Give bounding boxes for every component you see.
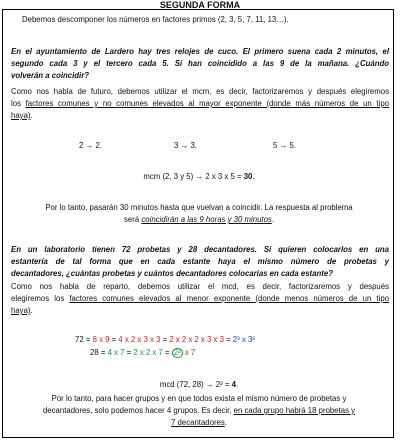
conclusion1-dot: . bbox=[271, 215, 274, 224]
conclusion2-answer-end: 7 decantadores bbox=[171, 418, 225, 427]
conclusion2-line1: Por lo tanto, para hacer grupos y en que todos exista el mismo número de probetas y bbox=[51, 394, 347, 403]
factorization-28 bbox=[90, 347, 195, 358]
explanation2-line3 bbox=[11, 305, 33, 316]
eq72-eq3: = bbox=[223, 335, 233, 344]
eq28-step1: 4 x 7 bbox=[107, 348, 125, 357]
explanation1-dot: . bbox=[30, 111, 33, 120]
conclusion2-line3 bbox=[3, 417, 395, 428]
explanation1-rule-end: haya) bbox=[11, 111, 31, 120]
explanation2-dot: . bbox=[30, 306, 33, 315]
conclusion1-line1: Por lo tanto, pasarán 30 minutos hasta que vuelvan a coincidir. La respuesta al problema bbox=[45, 203, 353, 212]
explanation1-lead: los bbox=[11, 99, 26, 108]
problem1-line2: segundo cada 3 y el tercero cada 5. Si han coincidido a las 9 de la mañana. ¿Cuándo bbox=[11, 59, 389, 68]
conclusion2-dot: . bbox=[224, 418, 227, 427]
eq28-common-factor: 2² bbox=[173, 348, 181, 357]
explanation1-line3 bbox=[11, 110, 33, 121]
eq72-eq2: = bbox=[160, 335, 170, 344]
explanation2-rule-end: haya) bbox=[11, 306, 31, 315]
problem1-line3: volverán a coincidir? bbox=[11, 71, 89, 80]
explanation1-rule: factores comunes y no comunes elevados al mayor exponente (donde más números de un tipo bbox=[25, 99, 389, 108]
factor-3: 3 → 3. bbox=[174, 141, 197, 150]
conclusion2-answer: en cada grupo habrá 18 probetas y bbox=[233, 406, 356, 415]
explanation2-rule: factores comunes elevados al menor exponente (donde menos números de un tipo bbox=[69, 294, 390, 303]
mcm-result bbox=[3, 171, 395, 182]
eq28-eq2: = bbox=[162, 348, 172, 357]
problem2-line2: estantería de tal forma que en cada estante haya el mismo número de probetas y bbox=[11, 257, 389, 266]
eq28-eq1: = bbox=[124, 348, 134, 357]
mcd-result bbox=[3, 379, 395, 390]
factor-2: 2 → 2. bbox=[79, 141, 102, 150]
mcm-expression: mcm (2, 3 y 5) → 2 x 3 x 5 = bbox=[143, 172, 244, 181]
conclusion2-line2 bbox=[3, 405, 395, 416]
eq72-step3: 2 x 2 x 2 x 3 x 3 bbox=[169, 335, 224, 344]
eq72-step2: 4 x 2 x 3 x 3 bbox=[118, 335, 161, 344]
mcm-value: 30 bbox=[243, 172, 253, 181]
mcd-dot: . bbox=[235, 380, 239, 389]
factorization-72 bbox=[75, 334, 255, 345]
conclusion1-line2 bbox=[3, 214, 395, 225]
eq72-step1: 8 x 9 bbox=[92, 335, 110, 344]
page-title: SEGUNDA FORMA bbox=[159, 0, 241, 10]
intro-text: Debemos descomponer los números en factores primos (2, 3, 5, 7, 11, 13…). bbox=[22, 15, 289, 24]
eq28-step2: 2 x 2 x 7 bbox=[133, 348, 163, 357]
eq72-lhs: 72 = bbox=[75, 335, 93, 344]
explanation2-line2 bbox=[11, 293, 389, 304]
mcm-dot: . bbox=[252, 172, 255, 181]
explanation2-line1: Como nos habla de reparto, debemos utilizar el mcd, es decir, factorizaremos y después bbox=[11, 282, 389, 291]
explanation1-line1: Como nos habla de futuro, debemos utilizar el mcm, es decir, factorizaremos y después elegiremos bbox=[11, 87, 389, 96]
eq28-rest: x 7 bbox=[182, 348, 196, 357]
explanation1-line2 bbox=[11, 98, 389, 109]
problem1-line1: En el ayuntamiento de Lardero hay tres relojes de cuco. El primero suena cada 2 minutos, el bbox=[11, 47, 389, 56]
mcd-expression: mcd (72, 28) → 2² = bbox=[159, 380, 232, 389]
problem2-line3: decantadores, ¿cuántas probetas y cuántos decantadores colocarías en cada estante? bbox=[11, 269, 333, 278]
mcd-value: 4 bbox=[231, 380, 236, 389]
conclusion1-lead: será bbox=[124, 215, 142, 224]
content-box bbox=[2, 9, 394, 438]
eq28-lhs: 28 = bbox=[90, 348, 108, 357]
conclusion2-lead: decantadores, solo podemos hacer 4 grupos. Es decir, bbox=[42, 406, 234, 415]
explanation2-lead: elegiremos los bbox=[11, 294, 70, 303]
eq72-eq1: = bbox=[109, 335, 119, 344]
factor-5: 5 → 5. bbox=[273, 141, 296, 150]
conclusion1-answer: coincidirán a las 9 horas y 30 minutos bbox=[141, 215, 272, 224]
problem2-line1: En un laboratorio tienen 72 probetas y 28 decantadores. Si quieren colocarlos en una bbox=[11, 245, 389, 254]
eq72-result: 2³ x 3² bbox=[232, 335, 255, 344]
